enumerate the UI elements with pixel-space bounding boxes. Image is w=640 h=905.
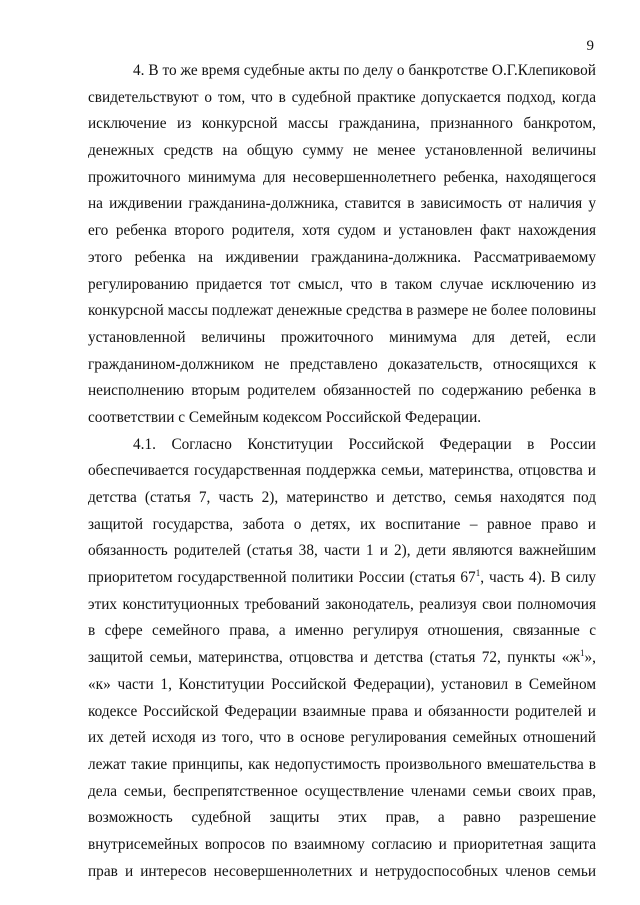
text-segment: защитой семьи, материнства, отцовства и детства (статья 72, пункты «ж bbox=[88, 649, 581, 667]
text-line: свидетельствуют о том, что в судебной практике допускается подход, когда bbox=[88, 88, 596, 106]
text-line: возможность судебной защиты этих прав, а равно разрешение bbox=[88, 809, 596, 827]
text-line: этого ребенка на иждивении гражданина-должника. Рассматриваемому bbox=[88, 248, 596, 266]
superscript: 1 bbox=[475, 567, 481, 578]
text-line: регулированию придается тот смысл, что в таком случае исключению из bbox=[88, 275, 596, 293]
text-line: лежат такие принципы, как недопустимость произвольного вмешательства в bbox=[88, 755, 596, 773]
text-line: прав и интересов несовершеннолетних и нетрудоспособных членов семьи bbox=[88, 862, 596, 880]
text-line-with-footnote bbox=[88, 645, 596, 672]
text-line: конкурсной массы подлежат денежные средства в размере не более половины bbox=[88, 302, 596, 320]
text-line: его ребенка второго родителя, хотя судом и установлен факт нахождения bbox=[88, 222, 596, 240]
text-line: этих конституционных требований законодатель, реализуя свои полномочия bbox=[88, 595, 596, 613]
paragraph-4-1 bbox=[88, 432, 596, 886]
text-line: гражданином-должником не представлено доказательств, относящихся к bbox=[88, 355, 596, 373]
text-segment: , часть 4). В силу bbox=[480, 569, 596, 587]
text-line: внутрисемейных вопросов по взаимному согласию и приоритетная защита bbox=[88, 835, 596, 853]
text-line: 4. В то же время судебные акты по делу о банкротстве О.Г.Клепиковой bbox=[133, 62, 596, 79]
text-segment: », bbox=[584, 649, 596, 667]
text-line: обязанность родителей (статья 38, части 1 и 2), дети являются важнейшим bbox=[88, 542, 596, 560]
text-line: на иждивении гражданина-должника, ставится в зависимость от наличия у bbox=[88, 195, 596, 213]
page-number: 9 bbox=[586, 38, 594, 54]
text-line: их детей исходя из того, что в основе регулирования семейных отношений bbox=[88, 729, 596, 747]
text-line: в сфере семейного права, а именно регулируя отношения, связанные с bbox=[88, 622, 596, 640]
text-segment: приоритетом государственной политики России (статья 67 bbox=[88, 569, 476, 587]
text-line: обеспечивается государственная поддержка семьи, материнства, отцовства и bbox=[88, 462, 596, 480]
text-line: детства (статья 7, часть 2), материнство и детство, семья находятся под bbox=[88, 489, 596, 506]
text-line: «к» части 1, Конституции Российской Федерации), установил в Семейном bbox=[88, 675, 596, 693]
paragraph-4 bbox=[88, 58, 596, 432]
text-line: неисполнению вторым родителем обязанностей по содержанию ребенка в bbox=[88, 382, 596, 400]
text-line: дела семьи, беспрепятственное осуществление членами семьи своих прав, bbox=[88, 782, 596, 800]
text-line: соответствии с Семейным кодексом Российской Федерации. bbox=[88, 408, 482, 426]
text-line: прожиточного минимума для несовершеннолетнего ребенка, находящегося bbox=[88, 168, 596, 186]
text-line: денежных средств на общую сумму не менее установленной величины bbox=[88, 142, 596, 160]
text-line: кодексе Российской Федерации взаимные права и обязанности родителей и bbox=[88, 702, 596, 720]
superscript: 1 bbox=[580, 648, 585, 659]
text-line: защитой государства, забота о детях, их воспитание – равное право и bbox=[88, 515, 596, 533]
text-line: исключение из конкурсной массы гражданина, признанного банкротом, bbox=[88, 115, 596, 133]
text-line-with-footnote bbox=[88, 565, 596, 592]
text-line: установленной величины прожиточного минимума для детей, если bbox=[88, 328, 596, 346]
document-body bbox=[88, 58, 596, 885]
text-line: 4.1. Согласно Конституции Российской Федерации в России bbox=[133, 435, 596, 453]
